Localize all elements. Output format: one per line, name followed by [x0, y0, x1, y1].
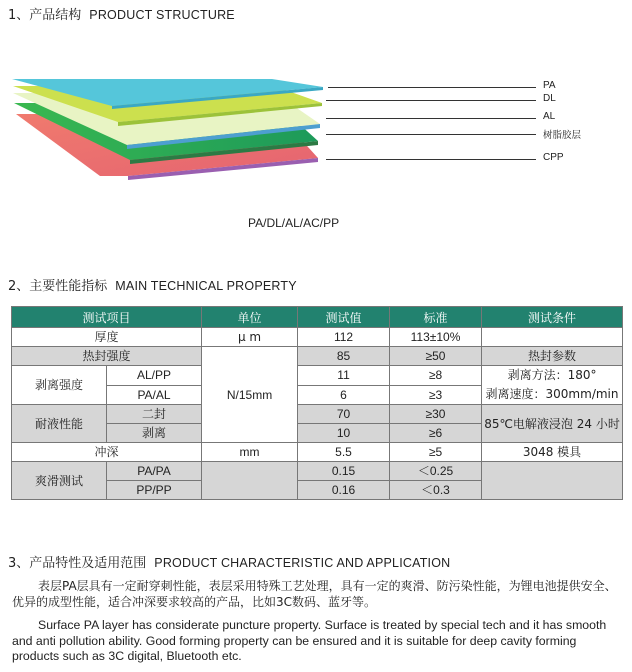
header-condition: 测试条件 — [482, 307, 623, 328]
cell-item: 热封强度 — [12, 347, 202, 366]
cell-value: 112 — [298, 328, 390, 347]
cell-standard: ≥5 — [390, 443, 482, 462]
label-line-dl — [326, 100, 536, 101]
cell-value: 0.15 — [298, 462, 390, 481]
table-row — [12, 328, 623, 347]
cell-item: 厚度 — [12, 328, 202, 347]
cell-item: 耐液性能 — [12, 405, 107, 443]
table-header-row — [12, 307, 623, 328]
cell-subitem: PA/AL — [107, 385, 202, 405]
header-value: 测试值 — [298, 307, 390, 328]
cell-standard: 113±10% — [390, 328, 482, 347]
section-title-cn: 产品特性及适用范围 — [29, 556, 147, 571]
cell-condition — [482, 366, 623, 405]
cell-value: 6 — [298, 385, 390, 405]
table-row — [12, 405, 623, 424]
layer-label-dl: DL — [543, 93, 556, 104]
section-title-en: MAIN TECHNICAL PROPERTY — [115, 279, 297, 293]
cell-value: 10 — [298, 424, 390, 443]
label-line-cpp — [326, 159, 536, 160]
cell-subitem: 剥离 — [107, 424, 202, 443]
peel-speed: 剥离速度：300mm/min — [485, 387, 619, 401]
cell-subitem: AL/PP — [107, 366, 202, 386]
cell-value: 0.16 — [298, 481, 390, 500]
cell-standard: ≥30 — [390, 405, 482, 424]
cell-standard: ≥8 — [390, 366, 482, 386]
section-title-application — [8, 552, 450, 571]
table-row — [12, 347, 623, 366]
peel-method: 剥离方法：180° — [507, 368, 597, 382]
cell-standard: ≥50 — [390, 347, 482, 366]
description-cn: 表层PA层具有一定耐穿刺性能，表层采用特殊工艺处理，具有一定的爽滑、防污染性能，为锂电池提供安全、优异的成型性能，适合冲深要求较高的产品，比如3C数码、蓝牙等。 — [12, 579, 617, 609]
cell-subitem: 二封 — [107, 405, 202, 424]
cell-standard: ＜0.3 — [390, 481, 482, 500]
cell-subitem: PA/PA — [107, 462, 202, 481]
cell-item: 冲深 — [12, 443, 202, 462]
header-unit: 单位 — [202, 307, 298, 328]
table-row — [12, 462, 623, 481]
layer-label-al: AL — [543, 111, 556, 122]
cell-condition: 85℃电解液浸泡 24 小时 — [482, 405, 623, 443]
section-number: 3、 — [8, 556, 30, 571]
section-title-structure — [8, 4, 235, 23]
cell-unit — [202, 462, 298, 500]
label-line-adhesive — [326, 134, 536, 135]
section-number: 1、 — [8, 8, 30, 23]
section-title-en: PRODUCT CHARACTERISTIC AND APPLICATION — [154, 556, 451, 570]
header-test-item: 测试项目 — [12, 307, 202, 328]
layer-label-adhesive: 树脂胶层 — [543, 130, 582, 141]
cell-subitem: PP/PP — [107, 481, 202, 500]
label-line-al — [326, 118, 536, 119]
label-line-pa — [328, 87, 536, 88]
section-number: 2、 — [8, 279, 30, 294]
cell-value: 11 — [298, 366, 390, 386]
cell-value: 5.5 — [298, 443, 390, 462]
layer-structure-diagram — [0, 60, 632, 180]
cell-standard: ≥3 — [390, 385, 482, 405]
layer-label-pa: PA — [543, 80, 556, 91]
section-title-cn: 产品结构 — [29, 8, 82, 23]
cell-unit-n15mm: N/15mm — [202, 347, 298, 443]
section-title-en: PRODUCT STRUCTURE — [89, 8, 235, 22]
layer-label-cpp: CPP — [543, 152, 564, 163]
cell-item: 剥离强度 — [12, 366, 107, 405]
cell-condition: 3048 模具 — [482, 443, 623, 462]
structure-caption: PA/DL/AL/AC/PP — [248, 216, 340, 230]
section-title-cn: 主要性能指标 — [29, 279, 108, 294]
cell-condition — [482, 462, 623, 500]
section-title-property — [8, 275, 297, 294]
cell-value: 85 — [298, 347, 390, 366]
property-table — [11, 306, 623, 500]
cell-condition: 热封参数 — [482, 347, 623, 366]
cell-standard: ≥6 — [390, 424, 482, 443]
table-row — [12, 366, 623, 386]
cell-condition — [482, 328, 623, 347]
cell-value: 70 — [298, 405, 390, 424]
cell-item: 爽滑测试 — [12, 462, 107, 500]
table-row — [12, 443, 623, 462]
cell-unit: μ m — [202, 328, 298, 347]
description-en: Surface PA layer has considerate puncture property. Surface is treated by special tech and it has smooth and anti pollution ability. Good forming property can be ensured and it is suitable for deep cavity forming products such as 3C digital, Bluetooth etc. — [12, 618, 607, 663]
cell-standard: ＜0.25 — [390, 462, 482, 481]
cell-unit: mm — [202, 443, 298, 462]
header-standard: 标准 — [390, 307, 482, 328]
